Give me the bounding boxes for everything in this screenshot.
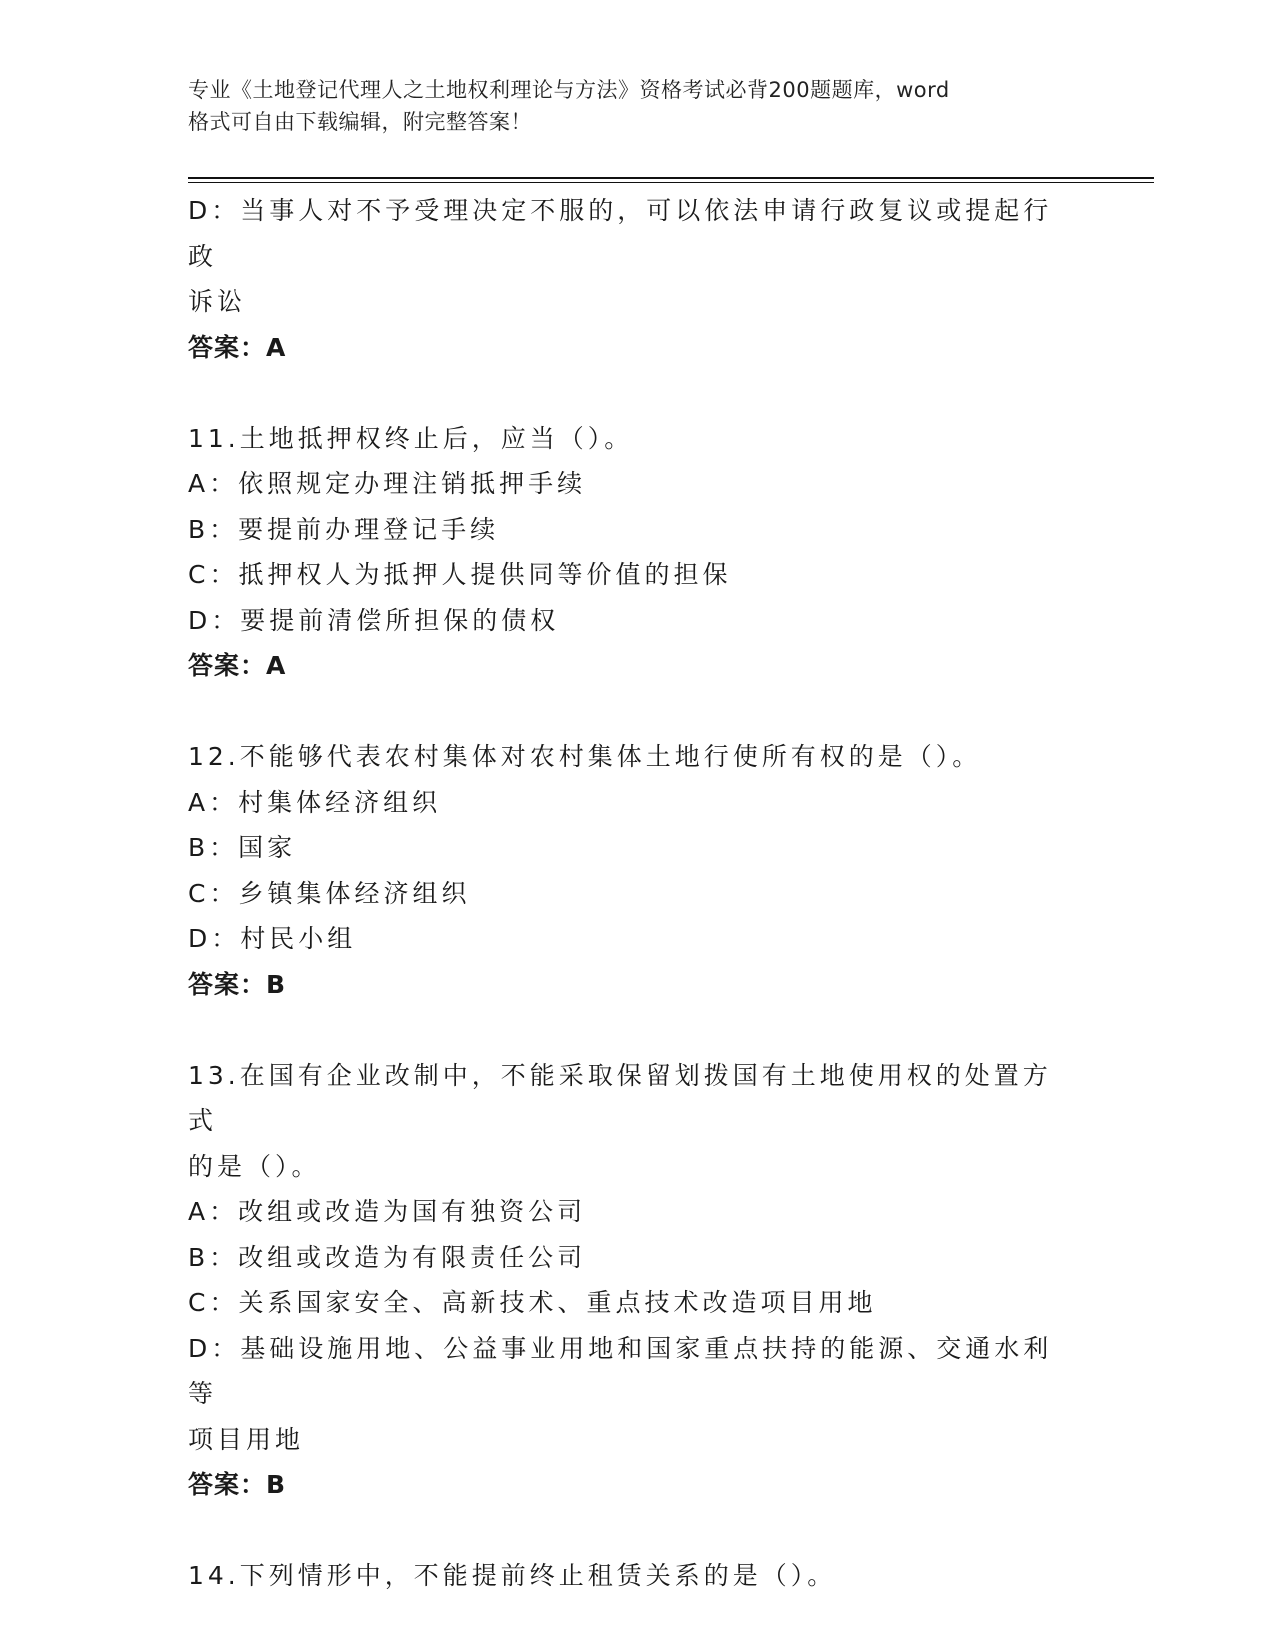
question-text: 11.土地抵押权终止后，应当（）。: [188, 423, 634, 453]
page-header: [188, 74, 1068, 138]
option-d-line-1: D：当事人对不予受理决定不服的，可以依法申请行政复议或提起行政: [188, 196, 1053, 271]
spacer: [188, 1508, 1073, 1554]
option-a: A：依照规定办理注销抵押手续: [188, 469, 587, 498]
option-b: B：要提前办理登记手续: [188, 514, 500, 544]
option-a: A：村集体经济组织: [188, 787, 442, 817]
question-content: [188, 188, 1073, 1599]
option-b: B：改组或改造为有限责任公司: [188, 1242, 587, 1272]
question-12: [188, 734, 1073, 1007]
question-14: [188, 1553, 1073, 1599]
answer: 答案：A: [188, 651, 287, 680]
header-line-1: 专业《土地登记代理人之土地权利理论与方法》资格考试必背200题题库，word: [188, 78, 950, 102]
spacer: [188, 370, 1073, 416]
option-d-line-2: 项目用地: [188, 1424, 305, 1454]
option-c: C：关系国家安全、高新技术、重点技术改造项目用地: [188, 1288, 877, 1317]
option-c: C：抵押权人为抵押人提供同等价值的担保: [188, 560, 732, 589]
answer: 答案：A: [188, 332, 287, 362]
question-13: [188, 1053, 1073, 1508]
option-d-line-2: 诉讼: [188, 287, 247, 316]
answer: 答案：B: [188, 969, 287, 999]
question-text: 14.下列情形中，不能提前终止租赁关系的是（）。: [188, 1561, 837, 1590]
option-d: D：村民小组: [188, 924, 357, 953]
option-d-line-1: D：基础设施用地、公益事业用地和国家重点扶持的能源、交通水利等: [188, 1333, 1053, 1408]
spacer: [188, 689, 1073, 735]
question-text-line-1: 13.在国有企业改制中，不能采取保留划拨国有土地使用权的处置方式: [188, 1060, 1052, 1135]
header-divider-thin: [188, 182, 1154, 183]
previous-question-tail: [188, 188, 1073, 370]
option-c: C：乡镇集体经济组织: [188, 878, 471, 908]
spacer: [188, 1007, 1073, 1053]
option-a: A：改组或改造为国有独资公司: [188, 1197, 587, 1226]
header-divider-thick: [188, 177, 1154, 179]
option-d: D：要提前清偿所担保的债权: [188, 605, 560, 635]
question-11: [188, 416, 1073, 689]
header-line-2: 格式可自由下载编辑，附完整答案！: [188, 110, 532, 134]
answer: 答案：B: [188, 1470, 287, 1499]
option-b: B：国家: [188, 833, 297, 862]
question-text: 12.不能够代表农村集体对农村集体土地行使所有权的是（）。: [188, 742, 982, 771]
question-text-line-2: 的是（）。: [188, 1151, 321, 1181]
